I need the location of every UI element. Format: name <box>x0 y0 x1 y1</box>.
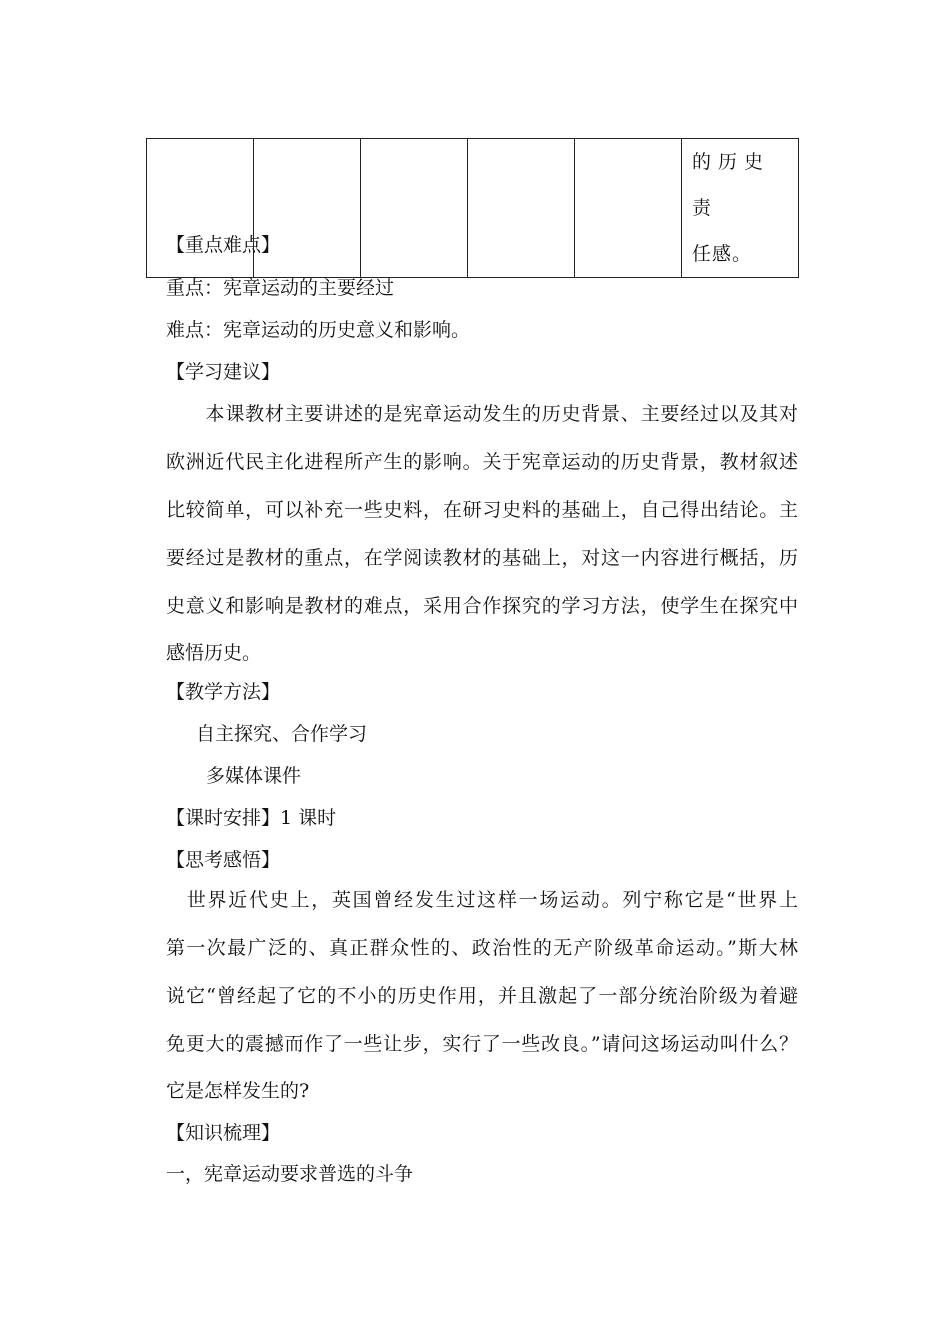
schedule-text: 【课时安排】1 课时 <box>166 807 337 829</box>
heading-reflection: 【思考感悟】 <box>166 849 281 871</box>
key-point-text: 重点：宪章运动的主要经过 <box>166 277 395 299</box>
reflection-line: 它是怎样发生的? <box>166 1080 310 1102</box>
table-cell-goals <box>682 139 799 278</box>
study-advice-line: 感悟历史。 <box>166 642 262 664</box>
study-advice-line: 本课教材主要讲述的是宪章运动发生的历史背景、主要经过以及其对 <box>166 403 798 425</box>
cell-line-1: 的历史责 <box>692 151 771 219</box>
reflection-line: 第一次最广泛的、真正群众性的、政治性的无产阶级革命运动。”斯大林 <box>166 937 798 959</box>
knowledge-item: 一，宪章运动要求普选的斗争 <box>166 1163 414 1185</box>
study-advice-line: 史意义和影响是教材的难点，采用合作探究的学习方法，使学生在探究中 <box>166 595 798 617</box>
heading-teaching-method: 【教学方法】 <box>166 681 281 703</box>
cell-line-2: 任感。 <box>692 243 753 265</box>
table-cell <box>361 139 468 278</box>
reflection-line: 说它“曾经起了它的不小的历史作用，并且激起了一部分统治阶级为着避 <box>166 985 798 1007</box>
continued-table <box>146 138 799 278</box>
study-advice-line: 欧洲近代民主化进程所产生的影响。关于宪章运动的历史背景，教材叙述 <box>166 451 798 473</box>
table-cell <box>468 139 575 278</box>
study-advice-line: 比较简单，可以补充一些史料，在研习史料的基础上，自己得出结论。主 <box>166 499 798 521</box>
teaching-method-item: 自主探究、合作学习 <box>196 723 368 745</box>
reflection-line: 世界近代史上，英国曾经发生过这样一场运动。列宁称它是“世界上 <box>166 889 798 911</box>
difficult-point-text: 难点：宪章运动的历史意义和影响。 <box>166 319 471 341</box>
reflection-line: 免更大的震撼而作了一些让步，实行了一些改良。”请问这场运动叫什么？ <box>166 1033 798 1055</box>
heading-key-points: 【重点难点】 <box>166 234 281 256</box>
table-cell <box>575 139 682 278</box>
teaching-method-item: 多媒体课件 <box>206 765 302 787</box>
heading-study-advice: 【学习建议】 <box>166 361 281 383</box>
heading-knowledge: 【知识梳理】 <box>166 1122 281 1144</box>
study-advice-line: 要经过是教材的重点，在学阅读教材的基础上，对这一内容进行概括，历 <box>166 547 798 569</box>
